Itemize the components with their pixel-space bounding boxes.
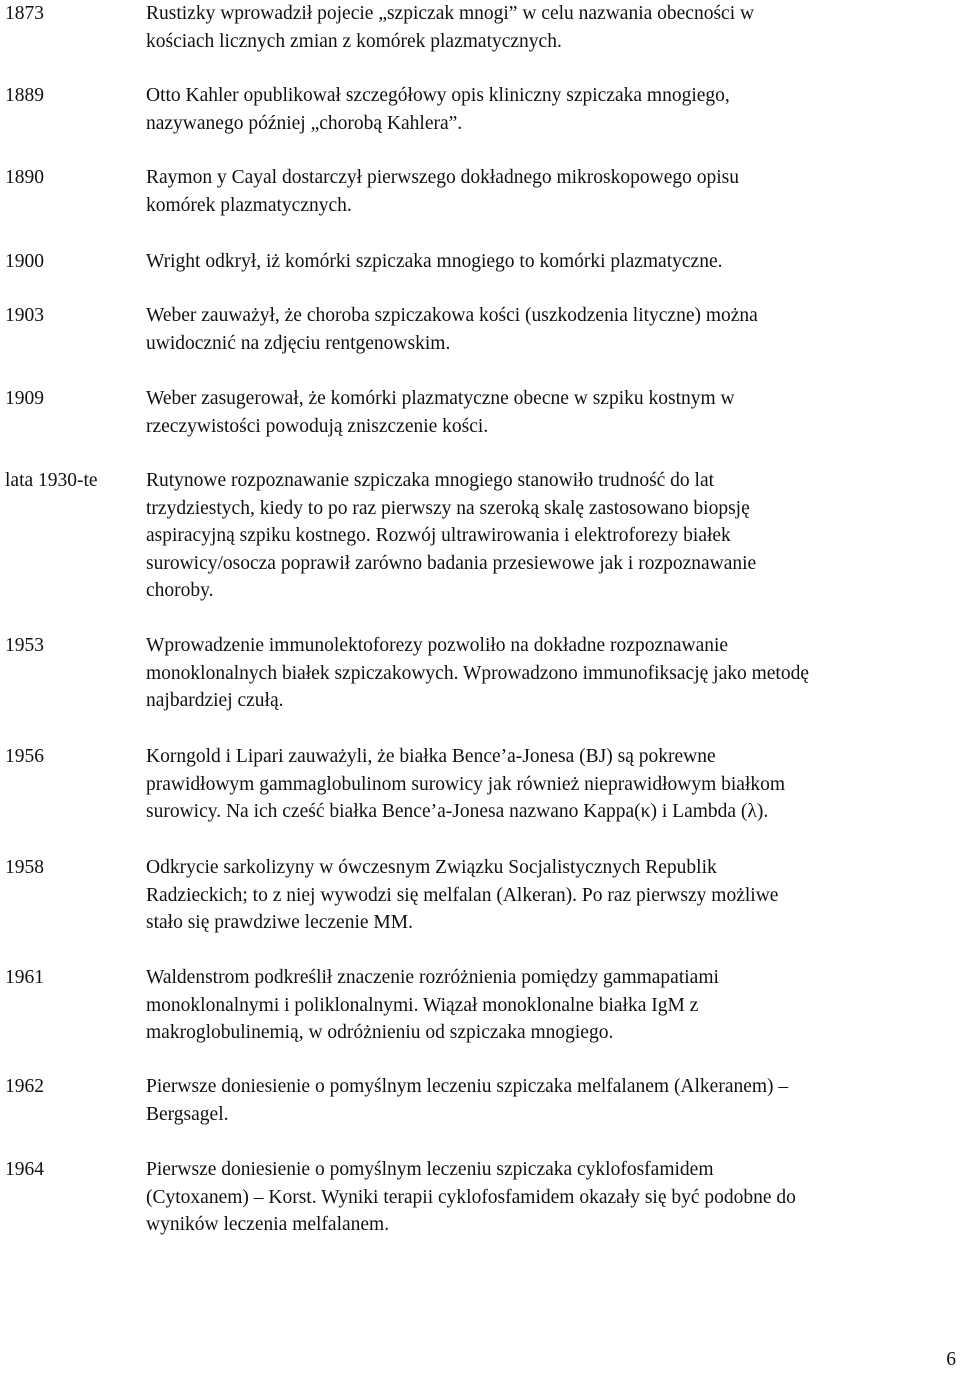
page-number: 6 <box>946 1349 956 1371</box>
description-line: Rustizky wprowadził pojecie „szpiczak mnogi” w celu nazwania obecności w <box>146 3 755 24</box>
description-line: Pierwsze doniesienie o pomyślnym leczeniu szpiczaka melfalanem (Alkeranem) – <box>146 1076 789 1097</box>
entry-description <box>146 248 936 276</box>
description-line: Weber zasugerował, że komórki plazmatyczne obecne w szpiku kostnym w <box>146 388 735 409</box>
entry-description <box>146 164 936 219</box>
description-line: Bergsagel. <box>146 1103 229 1125</box>
description-line: aspiracyjną szpiku kostnego. Rozwój ultrawirowania i elektroforezy białek <box>146 525 731 547</box>
description-line: Waldenstrom podkreślił znaczenie rozróżnienia pomiędzy gammapatiami <box>146 967 719 988</box>
description-line: Pierwsze doniesienie o pomyślnym leczeniu szpiczaka cyklofosfamidem <box>146 1159 714 1180</box>
entry-year: 1903 <box>5 305 44 326</box>
description-line: najbardziej czułą. <box>146 690 284 712</box>
description-line: (Cytoxanem) – Korst. Wyniki terapii cyklofosfamidem okazały się być podobne do <box>146 1186 796 1208</box>
description-line: Weber zauważył, że choroba szpiczakowa kości (uszkodzenia lityczne) można <box>146 305 758 326</box>
entry-year: 1956 <box>5 746 44 767</box>
description-line: Raymon y Cayal dostarczył pierwszego dokładnego mikroskopowego opisu <box>146 167 740 188</box>
entry-description <box>146 1156 936 1239</box>
description-line: kościach licznych zmian z komórek plazmatycznych. <box>146 30 562 52</box>
description-line: Otto Kahler opublikował szczegółowy opis kliniczny szpiczaka mnogiego, <box>146 85 730 106</box>
description-line: uwidocznić na zdjęciu rentgenowskim. <box>146 332 451 354</box>
entry-year: 1890 <box>5 167 44 188</box>
entry-description <box>146 632 936 715</box>
entry-year: 1900 <box>5 251 44 272</box>
description-line: Odkrycie sarkolizyny w ówczesnym Związku Socjalistycznych Republik <box>146 857 717 878</box>
description-line: Wright odkrył, iż komórki szpiczaka mnogiego to komórki plazmatyczne. <box>146 251 723 272</box>
entry-year: 1873 <box>5 3 44 24</box>
description-line: wyników leczenia melfalanem. <box>146 1214 390 1236</box>
description-line: Korngold i Lipari zauważyli, że białka Bence’a-Jonesa (BJ) są pokrewne <box>146 746 716 767</box>
description-line: makroglobulinemią, w odróżnieniu od szpiczaka mnogiego. <box>146 1022 614 1044</box>
description-line: surowicy/osocza poprawił zarówno badania przesiewowe jak i rozpoznawanie <box>146 552 757 574</box>
entry-year: lata 1930-te <box>5 470 98 491</box>
description-line: Radzieckich; to z niej wywodzi się melfalan (Alkeran). Po raz pierwszy możliwe <box>146 884 779 906</box>
description-line: nazywanego później „chorobą Kahlera”. <box>146 112 463 134</box>
entry-year: 1964 <box>5 1159 44 1180</box>
entry-description <box>146 467 936 605</box>
entry-description <box>146 854 936 937</box>
entry-year: 1889 <box>5 85 44 106</box>
description-line: choroby. <box>146 580 214 602</box>
entry-year: 1961 <box>5 967 44 988</box>
description-line: surowicy. Na ich cześć białka Bence’a-Jonesa nazwano Kappa(κ) i Lambda (λ). <box>146 801 769 823</box>
entry-description <box>146 385 936 440</box>
description-line: monoklonalnych białek szpiczakowych. Wprowadzono immunofiksację jako metodę <box>146 662 809 684</box>
entry-year: 1958 <box>5 857 44 878</box>
entry-description <box>146 964 936 1047</box>
description-line: stało się prawdziwe leczenie MM. <box>146 912 413 934</box>
entry-year: 1962 <box>5 1076 44 1097</box>
description-line: komórek plazmatycznych. <box>146 194 352 216</box>
entry-year: 1909 <box>5 388 44 409</box>
entry-year: 1953 <box>5 635 44 656</box>
entry-description <box>146 302 936 357</box>
entry-description <box>146 82 936 137</box>
entry-description <box>146 743 936 826</box>
description-line: trzydziestych, kiedy to po raz pierwszy na szeroką skalę zastosowano biopsję <box>146 497 750 519</box>
description-line: Rutynowe rozpoznawanie szpiczaka mnogiego stanowiło trudność do lat <box>146 470 715 491</box>
description-line: prawidłowym gammaglobulinom surowicy jak również nieprawidłowym białkom <box>146 773 786 795</box>
description-line: monoklonalnymi i poliklonalnymi. Wiązał monoklonalne białka IgM z <box>146 994 699 1016</box>
entry-description <box>146 0 936 55</box>
description-line: Wprowadzenie immunolektoforezy pozwoliło na dokładne rozpoznawanie <box>146 635 729 656</box>
description-line: rzeczywistości powodują zniszczenie kości. <box>146 415 489 437</box>
entry-description <box>146 1073 936 1128</box>
